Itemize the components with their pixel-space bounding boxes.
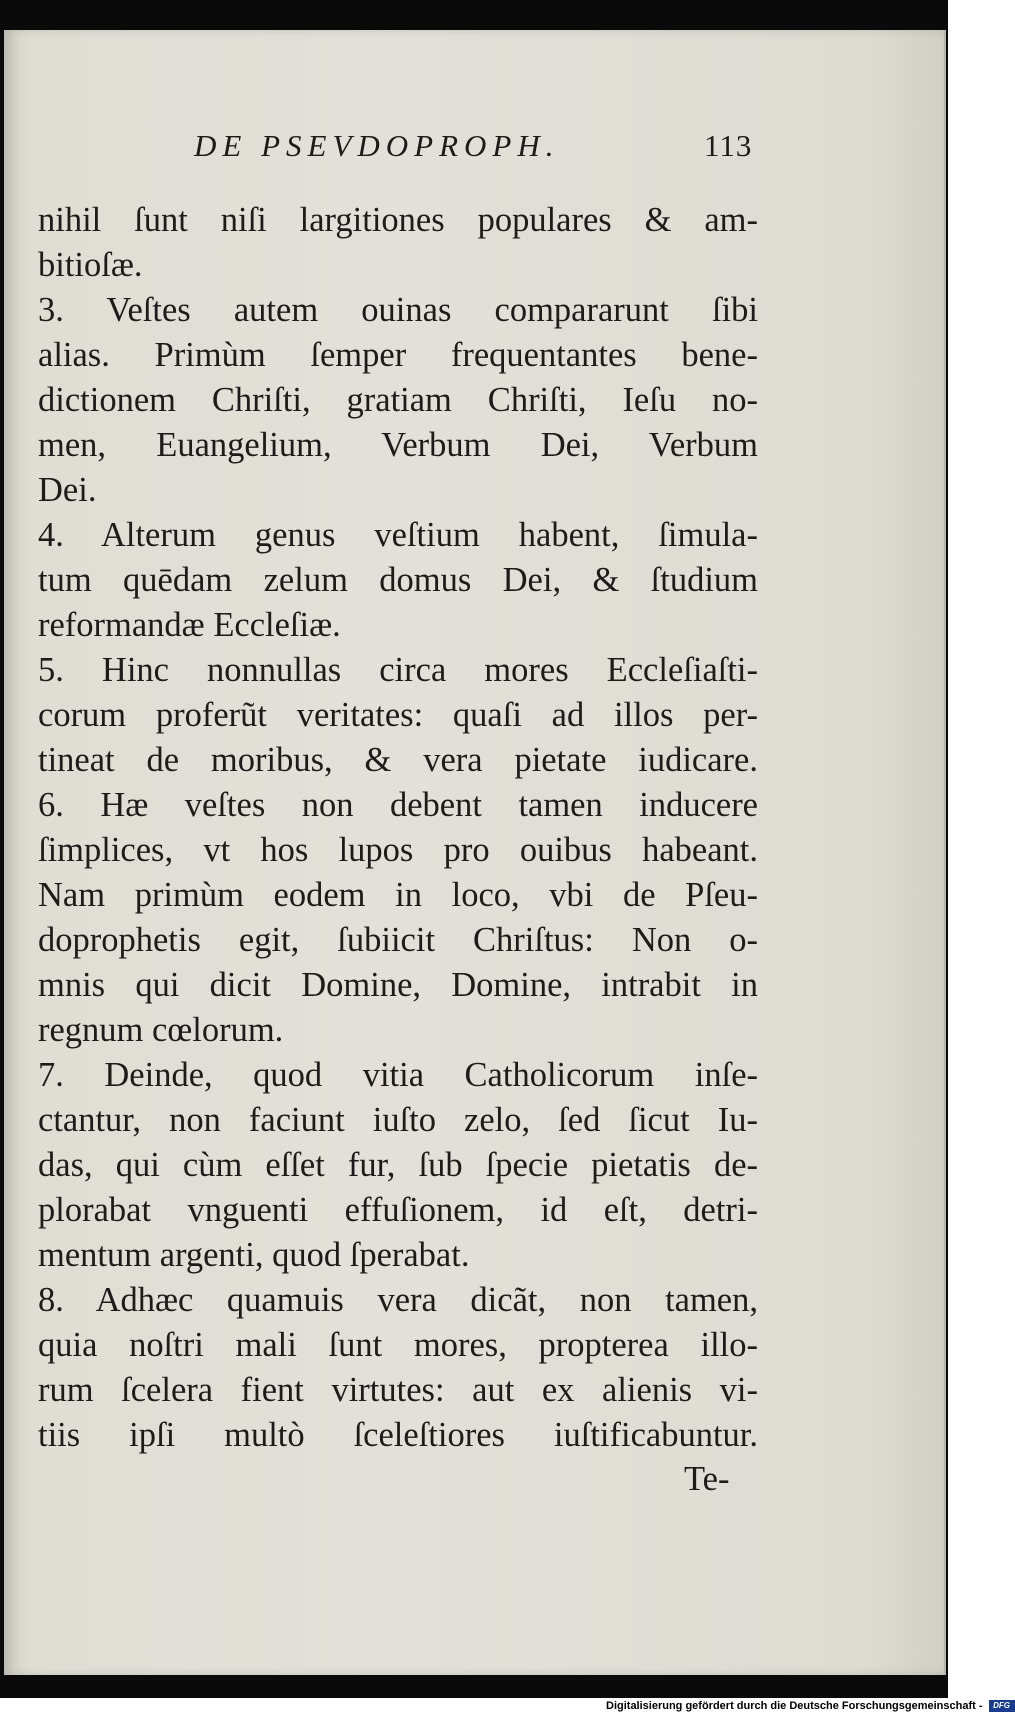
digitization-credit <box>606 1697 1011 1715</box>
text-line: regnum cœlorum. <box>38 1011 284 1049</box>
text-line: plorabat vnguenti effuſionem, id eſt, detri- <box>38 1191 758 1229</box>
text-line: Nam primùm eodem in loco, vbi de Pſeu- <box>38 876 758 914</box>
text-line: das, qui cùm eſſet fur, ſub ſpecie pietatis de- <box>38 1146 758 1184</box>
text-line: tiis ipſi multò ſceleſtiores iuſtificabuntur. <box>38 1416 758 1454</box>
text-line: bitioſæ. <box>38 246 143 284</box>
text-line: 4. Alterum genus veſtium habent, ſimula- <box>38 516 758 554</box>
text-line: nihil ſunt niſi largitiones populares & am- <box>38 201 758 239</box>
running-head: DE PSEVDOPROPH. <box>194 128 560 163</box>
page-header <box>4 128 948 178</box>
text-line: mnis qui dicit Domine, Domine, intrabit in <box>38 966 758 1004</box>
text-line: ſimplices, vt hos lupos pro ouibus habeant. <box>38 831 758 869</box>
dfg-logo-icon: DFG <box>989 1700 1015 1712</box>
text-line: doprophetis egit, ſubiicit Chriſtus: Non o- <box>38 921 758 959</box>
text-line: reformandæ Eccleſiæ. <box>38 606 341 644</box>
body-text <box>38 198 758 1458</box>
text-line: mentum argenti, quod ſperabat. <box>38 1236 470 1274</box>
text-line: 5. Hinc nonnullas circa mores Eccleſiaſti- <box>38 651 758 689</box>
text-line: Dei. <box>38 471 97 509</box>
text-line: rum ſcelera fient virtutes: aut ex alienis vi- <box>38 1371 758 1409</box>
text-line: 7. Deinde, quod vitia Catholicorum inſe- <box>38 1056 758 1094</box>
page-number: 113 <box>704 128 753 163</box>
credit-text: Digitalisierung gefördert durch die Deutsche Forschungsgemeinschaft - <box>606 1700 983 1712</box>
text-line: corum proferũt veritates: quaſi ad illos per- <box>38 696 758 734</box>
text-line: alias. Primùm ſemper frequentantes bene- <box>38 336 758 374</box>
catchword: Te- <box>684 1460 730 1498</box>
book-page <box>4 30 946 1675</box>
text-line: 8. Adhæc quamuis vera dicãt, non tamen, <box>38 1281 758 1319</box>
text-line: dictionem Chriſti, gratiam Chriſti, Ieſu no- <box>38 381 758 419</box>
text-line: 3. Veſtes autem ouinas compararunt ſibi <box>38 291 758 329</box>
text-line: men, Euangelium, Verbum Dei, Verbum <box>38 426 758 464</box>
text-line: tineat de moribus, & vera pietate iudicare. <box>38 741 758 779</box>
text-line: quia noſtri mali ſunt mores, propterea illo- <box>38 1326 758 1364</box>
text-line: 6. Hæ veſtes non debent tamen inducere <box>38 786 758 824</box>
text-line: tum quēdam zelum domus Dei, & ſtudium <box>38 561 758 599</box>
text-line: ctantur, non faciunt iuſto zelo, ſed ſicut Iu- <box>38 1101 758 1139</box>
